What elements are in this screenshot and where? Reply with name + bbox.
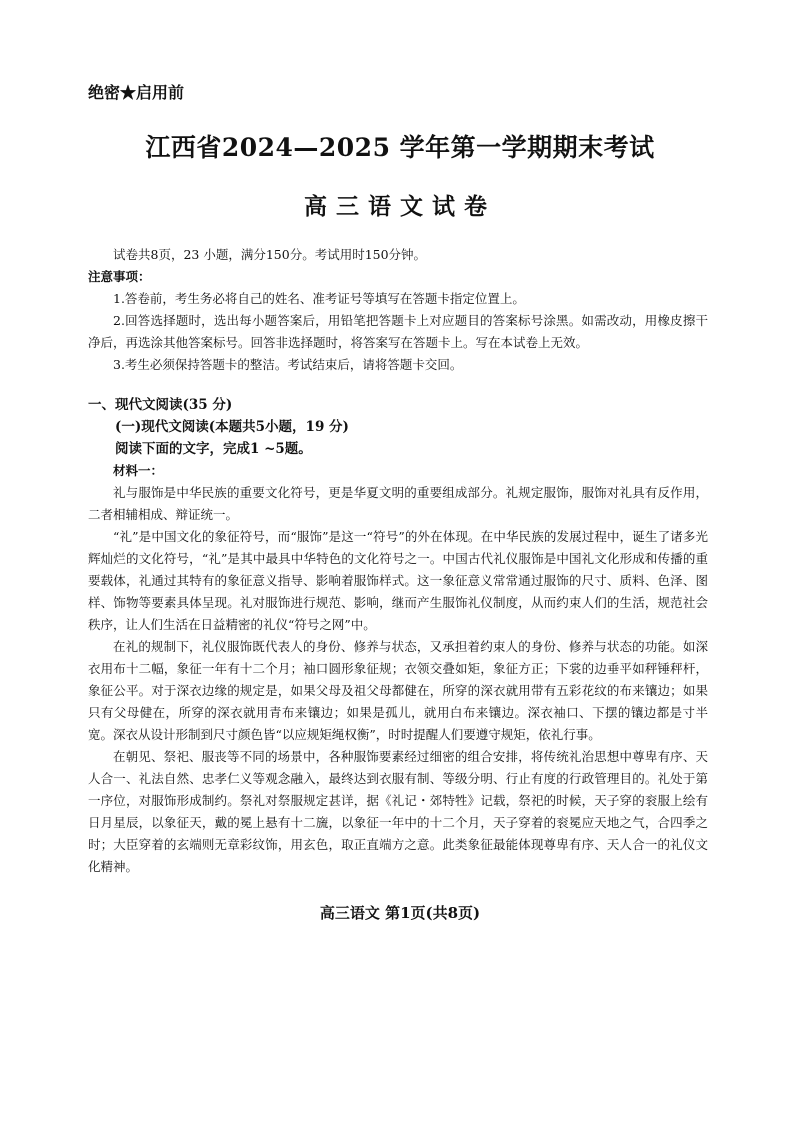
exam-title: 江西省2024—2025 学年第一学期期末考试 xyxy=(145,133,655,162)
exam-info: 试卷共8页，23 小题，满分150分。考试用时150分钟。 xyxy=(113,247,427,262)
exam-body xyxy=(88,244,708,878)
exam-subtitle: 高三语文试卷 xyxy=(304,193,496,220)
reading-instruction: 阅读下面的文字，完成1 ~5题。 xyxy=(115,441,312,457)
material-paragraph-3: 在礼的规制下，礼仪服饰既代表人的身份、修养与状态，又承担着约束人的身份、修养与状态的功能。如深衣用布十二幅，象征一年有十二个月；袖口圆形象征规；衣领交叠如矩，象征方正；下裳的边垂平如秤锤秤杆，象征公平。对于深衣边缘的规定是，如果父母及祖父母都健在，所穿的深衣就用带有五彩花纹的布来镶边；如果只有父母健在，所穿的深衣就用青布来镶边；如果是孤儿，就用白布来镶边。深衣袖口、下摆的镶边都是寸半宽。深衣从设计形制到尺寸颜色皆“以应规矩绳权衡”，时时提醒人们要遵守规矩，依礼行事。 xyxy=(88,639,708,742)
material-label: 材料一： xyxy=(113,463,164,478)
subsection-title: (一)现代文阅读(本题共5小题，19 分) xyxy=(115,419,349,435)
confidential-label: 绝密★启用前 xyxy=(88,83,185,102)
material-paragraph-2: “礼”是中国文化的象征符号，而“服饰”是这一“符号”的外在体现。在中华民族的发展过程中，诞生了诸多光辉灿烂的文化符号，“礼”是其中最具中华特色的文化符号之一。中国古代礼仪服饰是中国礼文化形成和传播的重要载体，礼通过其特有的象征意义指导、影响着服饰样式。这一象征意义常常通过服饰的尺寸、质料、色泽、图样、饰物等要素具体呈现。礼对服饰进行规范、影响，继而产生服饰礼仪制度，从而约束人们的生活，规范社会秩序，让人们生活在日益精密的礼仪“符号之网”中。 xyxy=(88,529,708,632)
material-paragraph-1: 礼与服饰是中华民族的重要文化符号，更是华夏文明的重要组成部分。礼规定服饰，服饰对礼具有反作用，二者相辅相成、辩证统一。 xyxy=(88,485,708,522)
note-item-1: 1.答卷前，考生务必将自己的姓名、准考证号等填写在答题卡指定位置上。 xyxy=(113,291,525,306)
page-footer: 高三语文 第1页(共8页) xyxy=(319,904,481,922)
spacer xyxy=(88,376,708,394)
note-item-2: 2.回答选择题时，选出每小题答案后，用铅笔把答题卡上对应题目的答案标号涂黑。如需改动，用橡皮擦干净后，再选涂其他答案标号。回答非选择题时，将答案写在答题卡上。写在本试卷上无效。 xyxy=(88,313,708,350)
note-item-3: 3.考生必须保持答题卡的整洁。考试结束后，请将答题卡交回。 xyxy=(113,357,463,372)
section-title: 一、现代文阅读(35 分) xyxy=(88,397,233,413)
notes-heading: 注意事项： xyxy=(88,269,151,284)
material-paragraph-4: 在朝见、祭祀、服丧等不同的场景中，各种服饰要素经过细密的组合安排，将传统礼治思想中尊卑有序、天人合一、礼法自然、忠孝仁义等观念融入，最终达到衣服有制、等级分明、行止有度的行政管理目的。礼处于第一序位，对服饰形成制约。祭礼对祭服规定甚详，据《礼记・郊特牲》记载，祭祀的时候，天子穿的衮服上绘有日月星辰，以象征天，戴的冕上悬有十二旒，以象征一年中的十二个月，天子穿着的衮冕应天地之气，合四季之时；大臣穿着的玄端则无章彩纹饰，用玄色，取正直端方之意。此类象征最能体现尊卑有序、天人合一的礼仪文化精神。 xyxy=(88,749,708,874)
